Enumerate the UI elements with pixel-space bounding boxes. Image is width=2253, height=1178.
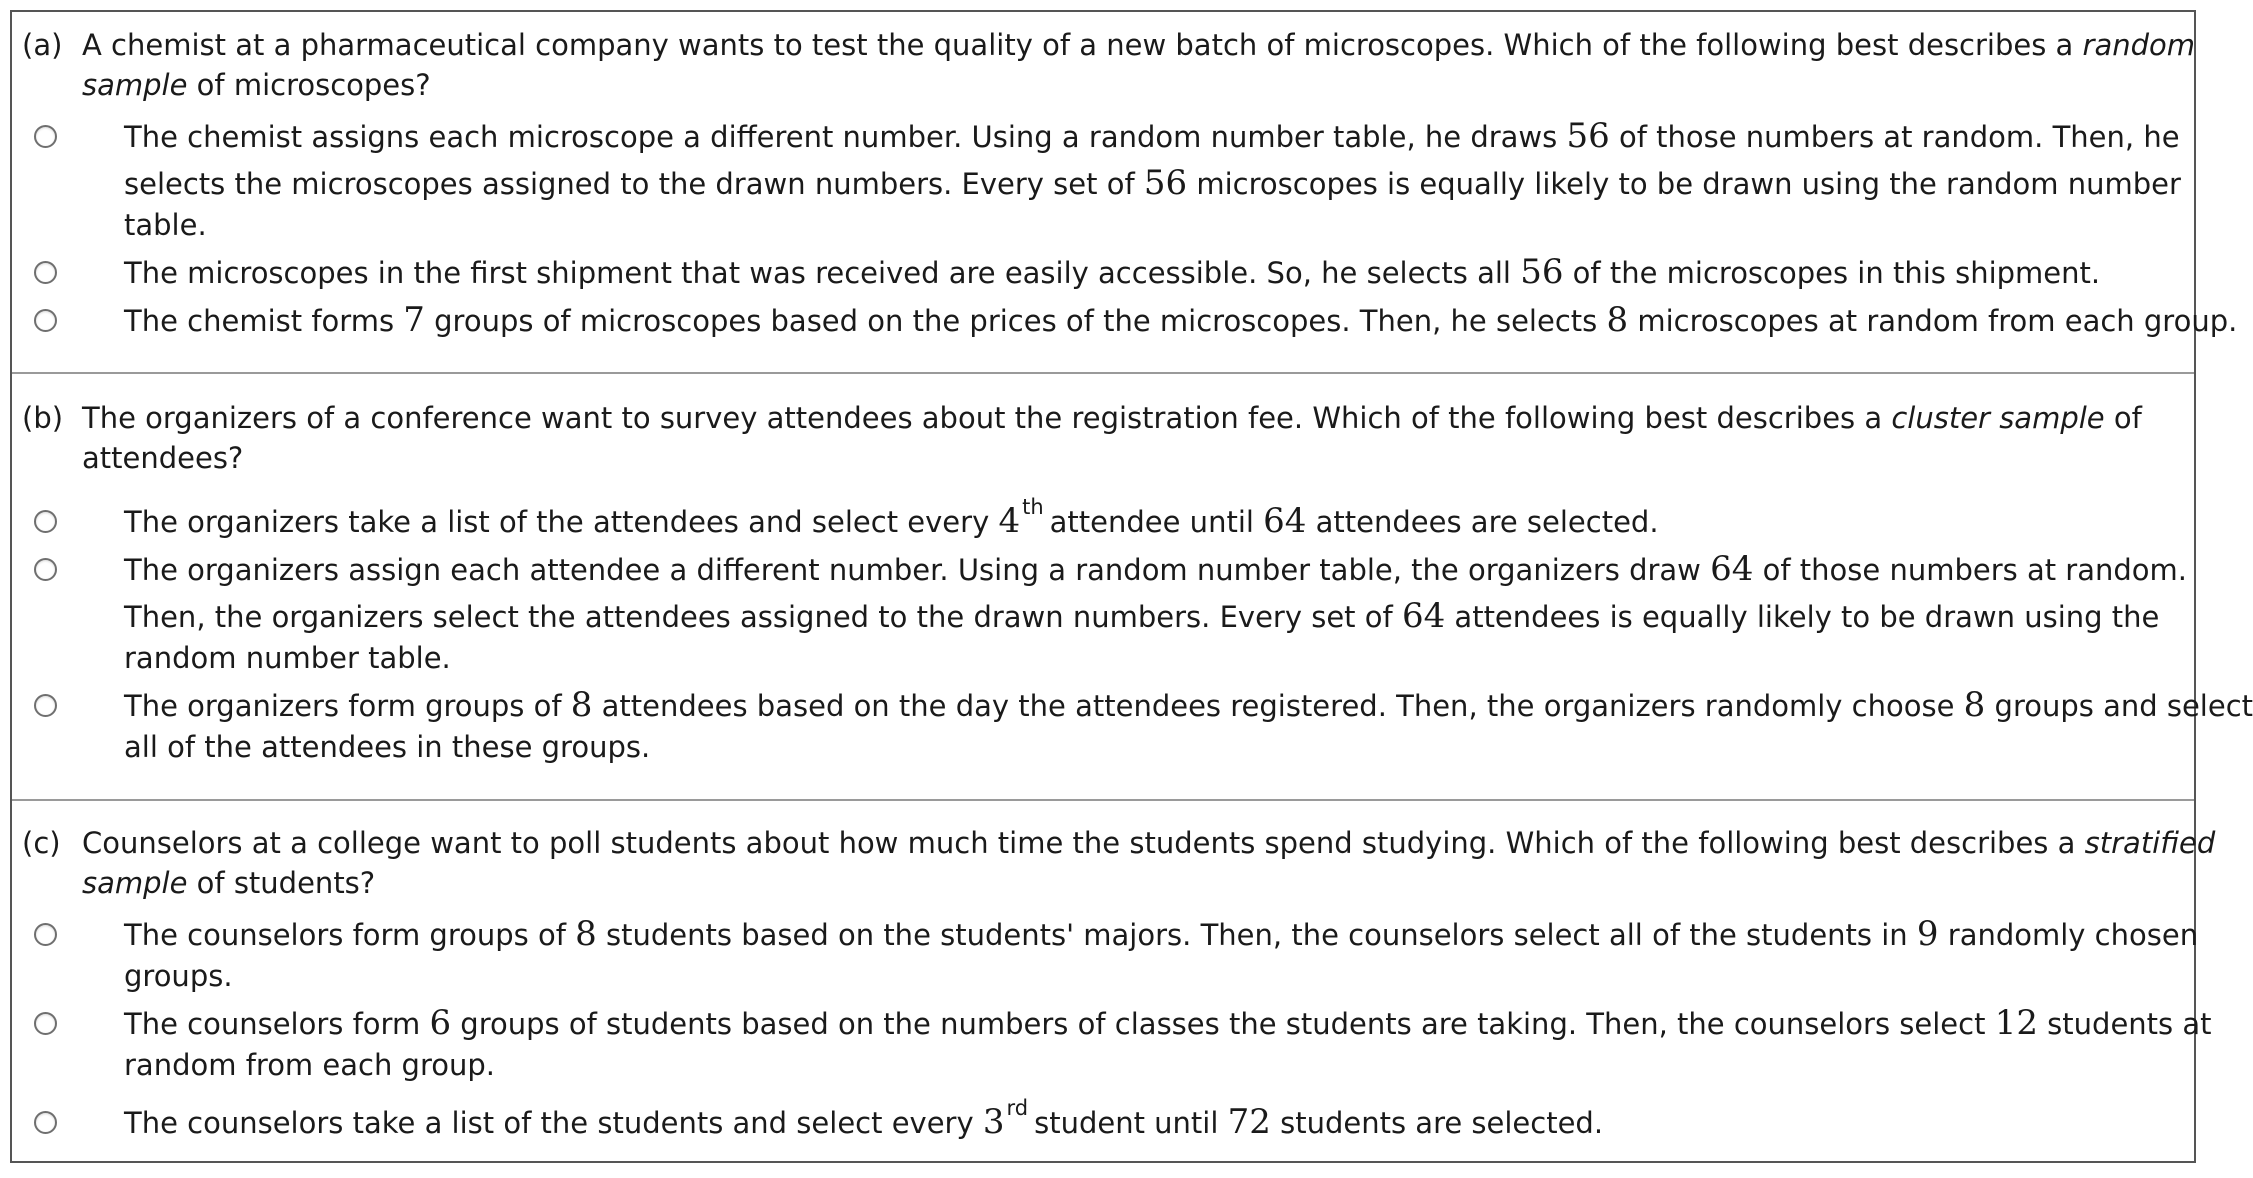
radio-button[interactable] (34, 261, 57, 284)
question-prompt-cont: sample of microscopes? (82, 68, 431, 102)
question-prompt: A chemist at a pharmaceutical company wants to test the quality of a new batch of microscopes. Which of the following best describes a random (82, 28, 2196, 62)
answer-option-cont: selects the microscopes assigned to the drawn numbers. Every set of 56 microscopes is equally likely to be drawn using the random number (124, 163, 2181, 203)
question-prompt: Counselors at a college want to poll students about how much time the students spend studying. Which of the following best describes a stratified (82, 826, 2216, 860)
radio-button[interactable] (34, 923, 57, 946)
answer-option[interactable]: The organizers take a list of the attendees and select every 4th attendee until 64 attendees are selected. (124, 495, 1659, 541)
answer-option-cont: all of the attendees in these groups. (124, 730, 651, 764)
question-b (12, 374, 2253, 799)
question-letter: (c) (22, 826, 61, 860)
radio-button[interactable] (34, 1111, 57, 1134)
answer-option[interactable]: The chemist assigns each microscope a different number. Using a random number table, he draws 56 of those numbers at random. Then, he (124, 116, 2180, 156)
answer-option-cont: Then, the organizers select the attendees assigned to the drawn numbers. Every set of 64 attendees is equally likely to be drawn using the (124, 596, 2160, 636)
question-panel (10, 10, 2253, 1163)
question-c (12, 801, 2216, 1161)
answer-option[interactable]: The counselors form 6 groups of students based on the numbers of classes the students are taking. Then, the counselors select 12 students at (124, 1003, 2212, 1043)
answer-option[interactable]: The organizers form groups of 8 attendees based on the day the attendees registered. Then, the organizers randomly choose 8 groups and select (124, 685, 2253, 725)
answer-option[interactable]: The counselors form groups of 8 students based on the students' majors. Then, the counselors select all of the students in 9 randomly chosen (124, 914, 2199, 954)
answer-option[interactable]: The microscopes in the first shipment that was received are easily accessible. So, he selects all 56 of the microscopes in this shipment. (124, 252, 2101, 292)
question-prompt: The organizers of a conference want to survey attendees about the registration fee. Which of the following best describes a cluster sample of (82, 401, 2142, 435)
radio-button[interactable] (34, 510, 57, 533)
question-prompt-cont: sample of students? (82, 866, 376, 900)
answer-option[interactable]: The organizers assign each attendee a different number. Using a random number table, the organizers draw 64 of those numbers at random. (124, 549, 2188, 589)
question-letter: (b) (22, 401, 64, 435)
radio-button[interactable] (34, 125, 57, 148)
question-prompt-cont: attendees? (82, 441, 244, 475)
radio-button[interactable] (34, 1012, 57, 1035)
question-letter: (a) (22, 28, 63, 62)
radio-button[interactable] (34, 694, 57, 717)
question-a (12, 12, 2238, 372)
radio-button[interactable] (34, 309, 57, 332)
answer-option-cont: random number table. (124, 641, 451, 675)
answer-option-cont: groups. (124, 959, 233, 993)
answer-option-cont: table. (124, 208, 207, 242)
answer-option[interactable]: The counselors take a list of the students and select every 3rd student until 72 students are selected. (124, 1096, 1604, 1142)
answer-option[interactable]: The chemist forms 7 groups of microscopes based on the prices of the microscopes. Then, he selects 8 microscopes at random from each group. (124, 300, 2238, 340)
answer-option-cont: random from each group. (124, 1048, 495, 1082)
radio-button[interactable] (34, 558, 57, 581)
